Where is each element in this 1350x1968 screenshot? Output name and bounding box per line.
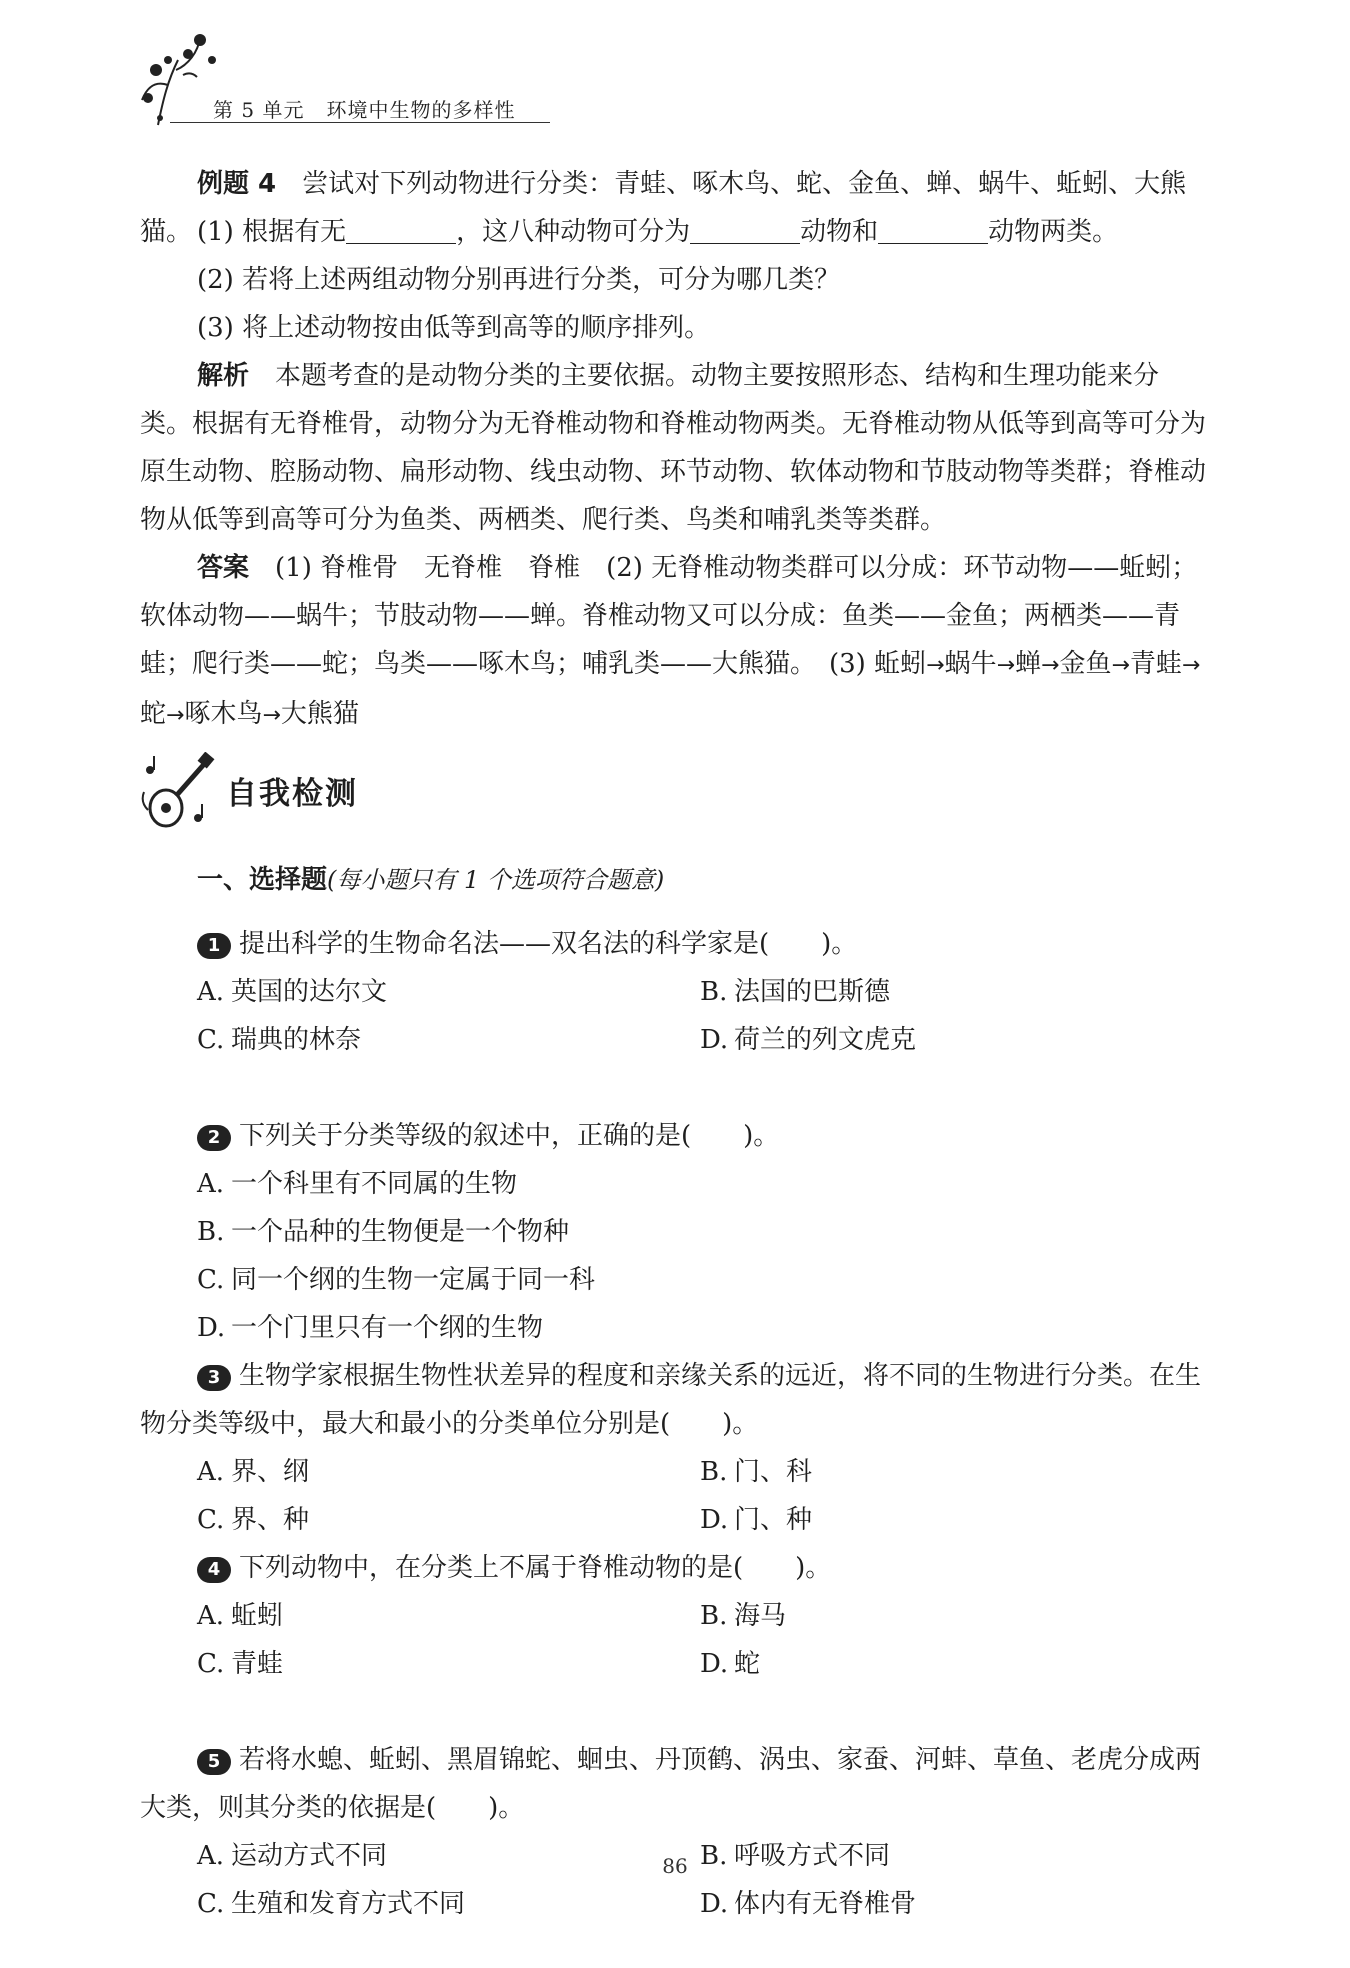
option-b[interactable] [700,1448,812,1496]
option-letter: D. [700,1025,729,1055]
option-letter: B. [700,977,728,1007]
option-letter: C. [197,1025,225,1055]
question-stem: 提出科学的生物命名法——双名法的科学家是( )。 [239,929,858,959]
option-b[interactable] [197,1208,569,1256]
option-d[interactable] [700,1640,760,1688]
option-letter: B. [700,1457,728,1487]
example-title: 例题 4 [197,169,277,199]
option-c[interactable] [197,1016,361,1064]
option-text: 蛇 [734,1649,761,1679]
option-text: 英国的达尔文 [231,977,388,1007]
question-stem: 下列关于分类等级的叙述中，正确的是( )。 [239,1121,780,1151]
option-letter: D. [700,1505,729,1535]
option-letter: C. [197,1889,225,1919]
option-d[interactable] [700,1496,812,1544]
answer-paragraph [140,544,1206,740]
question-number-badge: 2 [197,1125,231,1151]
answer-text: (1) 脊椎骨 无脊椎 脊椎 (2) 无脊椎动物类群可以分成：环节动物——蚯蚓；软体动物——蜗牛；节肢动物——蝉。脊椎动物又可以分成：鱼类——金鱼；两栖类——青蛙；爬行类——蛇；鸟类——啄木鸟；哺乳类——大熊猫。 (3) 蚯蚓 [140,553,1198,679]
question-stem: 下列动物中，在分类上不属于脊椎动物的是( )。 [239,1553,832,1583]
question-number-badge: 1 [197,933,231,959]
chain-item: 蜗牛 [944,649,997,679]
guitar-music-icon [140,752,216,832]
chain-item: 蛇 [140,699,167,729]
option-letter: D. [197,1313,226,1343]
option-text: 门、种 [734,1505,813,1535]
option-text: 瑞典的林奈 [231,1025,362,1055]
answer-label: 答案 [197,553,250,583]
arrow-icon: → [1111,653,1130,678]
question-4 [140,1544,1206,1592]
option-a[interactable] [197,1160,517,1208]
option-b[interactable] [700,1592,786,1640]
option-c[interactable] [197,1640,283,1688]
part-title: 一、选择题 [197,865,328,895]
chain-item: 啄木鸟 [184,699,263,729]
option-letter: A. [197,1457,225,1487]
option-text: 界、纲 [231,1457,310,1487]
page-number: 86 [662,1854,688,1878]
question-stem: 若将水螅、蚯蚓、黑眉锦蛇、蛔虫、丹顶鹤、涡虫、家蚕、河蚌、草鱼、老虎分成两大类，则其分类的依据是( )。 [140,1745,1202,1823]
option-letter: A. [197,1601,225,1631]
arrow-icon: → [262,703,281,728]
option-letter: D. [700,1649,729,1679]
option-a[interactable] [197,1592,283,1640]
arrow-icon: → [1181,653,1201,678]
option-letter: C. [197,1505,225,1535]
chain-item: 蝉 [1015,649,1042,679]
option-text: 海马 [734,1601,787,1631]
option-letter: C. [197,1649,225,1679]
q1-part-d: 动物两类。 [988,217,1119,247]
option-text: 同一个纲的生物一定属于同一科 [231,1265,596,1295]
option-text: 运动方式不同 [231,1841,388,1871]
option-letter: B. [700,1841,728,1871]
section-title: 自我检测 [226,776,358,812]
option-letter: C. [197,1265,225,1295]
option-b[interactable] [700,968,890,1016]
arrow-icon: → [926,653,945,678]
arrow-icon: → [166,703,185,728]
option-d[interactable] [197,1304,543,1352]
answer-blank-1[interactable] [346,213,456,244]
arrow-icon: → [996,653,1015,678]
running-header [213,94,515,123]
option-text: 一个品种的生物便是一个物种 [231,1217,570,1247]
option-text: 蚯蚓 [231,1601,284,1631]
option-c[interactable] [197,1256,595,1304]
option-text: 界、种 [231,1505,310,1535]
option-text: 生殖和发育方式不同 [231,1889,466,1919]
question-stem: 生物学家根据生物性状差异的程度和亲缘关系的远近，将不同的生物进行分类。在生物分类等级中，最大和最小的分类单位分别是( )。 [140,1361,1202,1439]
option-letter: B. [197,1217,225,1247]
unit-label: 第 5 单元 [213,98,305,122]
answer-blank-2[interactable] [690,213,800,244]
option-a[interactable] [197,968,387,1016]
option-d[interactable] [700,1016,916,1064]
option-letter: A. [197,977,225,1007]
option-c[interactable] [197,1880,465,1928]
question-1 [140,920,1206,968]
analysis-text: 本题考查的是动物分类的主要依据。动物主要按照形态、结构和生理功能来分类。根据有无脊椎骨，动物分为无脊椎动物和脊椎动物两类。无脊椎动物从低等到高等可分为原生动物、腔肠动物、扁形动物、线虫动物、环节动物、软体动物和节肢动物等类群；脊椎动物从低等到高等可分为鱼类、两栖类、爬行类、鸟类和哺乳类等类群。 [140,361,1207,535]
answer-blank-3[interactable] [878,213,988,244]
option-letter: A. [197,1169,225,1199]
option-text: 荷兰的列文虎克 [734,1025,917,1055]
option-text: 法国的巴斯德 [734,977,891,1007]
arrow-icon: → [1041,653,1060,678]
option-text: 一个科里有不同属的生物 [231,1169,518,1199]
q1-part-c: 动物和 [800,217,879,247]
option-d[interactable] [700,1880,916,1928]
question-number-badge: 4 [197,1557,231,1583]
example-q2: (2) 若将上述两组动物分别再进行分类，可分为哪几类？ [197,265,841,295]
q1-part-b: ，这八种动物可分为 [456,217,691,247]
example-q3: (3) 将上述动物按由低等到高等的顺序排列。 [197,313,711,343]
q1-part-a: (1) 根据有无 [197,217,347,247]
option-text: 体内有无脊椎骨 [734,1889,917,1919]
option-letter: A. [197,1841,225,1871]
example-q1 [140,208,1206,256]
question-2 [140,1112,1206,1160]
question-number-badge: 3 [197,1365,231,1391]
part-note: (每小题只有 1 个选项符合题意) [327,866,665,894]
option-letter: B. [700,1601,728,1631]
option-letter: D. [700,1889,729,1919]
header-rule [170,122,550,123]
part-heading [197,856,664,904]
analysis-paragraph [140,352,1206,544]
option-text: 一个门里只有一个纲的生物 [231,1313,544,1343]
question-5 [140,1736,1206,1832]
option-text: 门、科 [734,1457,813,1487]
chain-item: 大熊猫 [280,699,359,729]
question-3 [140,1352,1206,1448]
example-stem-text: 尝试对下列动物进行分类：青蛙、啄木鸟、蛇、金鱼、蝉、蜗牛、蚯蚓、大熊猫。 [140,169,1187,247]
chapter-title: 环境中生物的多样性 [326,98,516,122]
chain-item: 青蛙 [1129,649,1182,679]
analysis-label: 解析 [197,361,250,391]
chain-item: 金鱼 [1059,649,1112,679]
option-a[interactable] [197,1448,309,1496]
question-number-badge: 5 [197,1749,231,1775]
option-text: 呼吸方式不同 [734,1841,891,1871]
option-text: 青蛙 [231,1649,284,1679]
option-c[interactable] [197,1496,309,1544]
